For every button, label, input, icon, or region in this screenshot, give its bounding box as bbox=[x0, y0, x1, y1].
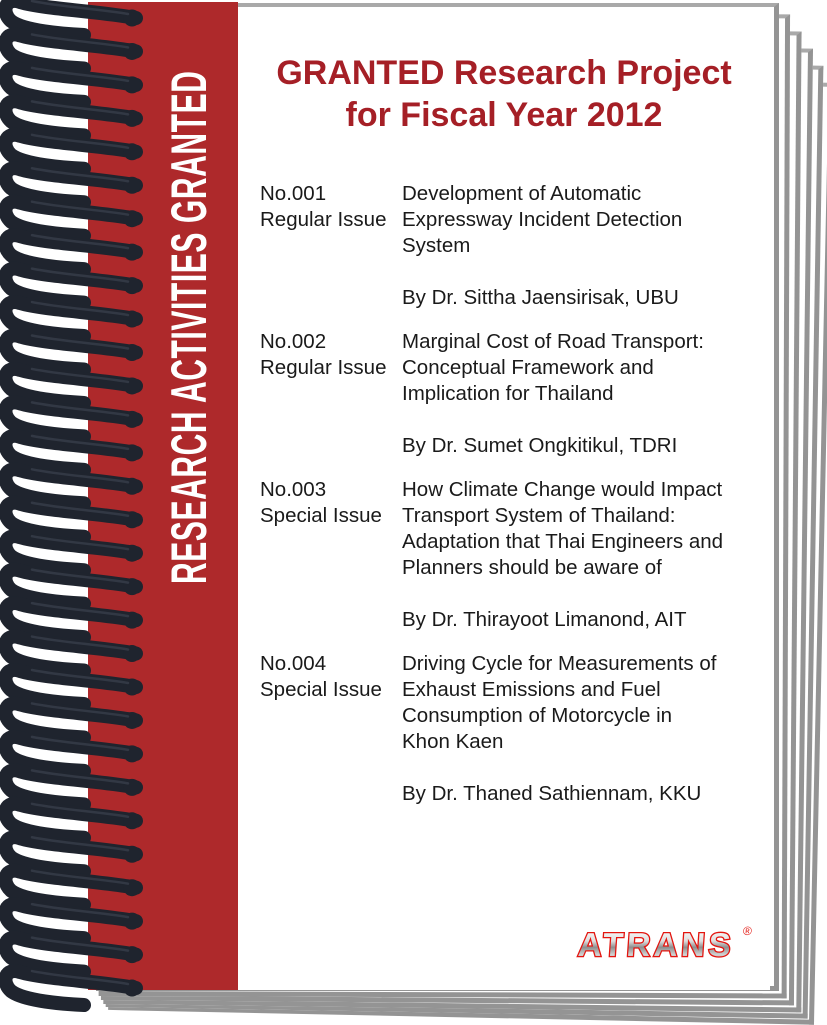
entry-title-line: System bbox=[402, 234, 471, 257]
entry-label bbox=[260, 477, 402, 633]
entry-issue: Regular Issue bbox=[260, 356, 387, 379]
entry-author: By Dr. Sittha Jaensirisak, UBU bbox=[402, 286, 679, 309]
entry-title-line: Development of Automatic bbox=[402, 182, 642, 205]
entry-body bbox=[402, 477, 760, 633]
entry-row bbox=[260, 477, 760, 633]
atrans-logo bbox=[566, 918, 762, 966]
cover-title-line-2: for Fiscal Year 2012 bbox=[345, 96, 663, 134]
spine-title: RESEARCH ACTIVITIES GRANTED bbox=[161, 70, 217, 585]
registered-mark: ® bbox=[742, 924, 753, 938]
entry-title-line: Exhaust Emissions and Fuel bbox=[402, 678, 661, 701]
cover-title-line-1: GRANTED Research Project bbox=[276, 54, 732, 92]
entry-title-line: Marginal Cost of Road Transport: bbox=[402, 330, 704, 353]
atrans-logo-text: ATRANS bbox=[576, 927, 736, 964]
entry-row bbox=[260, 181, 760, 311]
entry-title-line: Transport System of Thailand: bbox=[402, 504, 676, 527]
entry-number: No.002 bbox=[260, 330, 327, 353]
entry-label bbox=[260, 329, 402, 459]
entry-body bbox=[402, 181, 760, 311]
entry-row bbox=[260, 329, 760, 459]
entry-title-line: Implication for Thailand bbox=[402, 382, 614, 405]
entry-title-line: Consumption of Motorcycle in bbox=[402, 704, 673, 727]
entry-title-line: Conceptual Framework and bbox=[402, 356, 654, 379]
entries-list bbox=[260, 181, 760, 825]
entry-title-line: How Climate Change would Impact bbox=[402, 478, 723, 501]
entry-title-line: Driving Cycle for Measurements of bbox=[402, 652, 717, 675]
entry-title-line: Planners should be aware of bbox=[402, 556, 662, 579]
entry-author: By Dr. Thirayoot Limanond, AIT bbox=[402, 608, 687, 631]
entry-author: By Dr. Sumet Ongkitikul, TDRI bbox=[402, 434, 678, 457]
entry-number: No.004 bbox=[260, 652, 327, 675]
entry-title-line: Khon Kaen bbox=[402, 730, 504, 753]
entry-number: No.003 bbox=[260, 478, 327, 501]
entry-issue: Special Issue bbox=[260, 504, 382, 527]
entry-issue: Special Issue bbox=[260, 678, 382, 701]
entry-number: No.001 bbox=[260, 182, 327, 205]
entry-body bbox=[402, 651, 760, 807]
entry-label bbox=[260, 181, 402, 311]
cover-title bbox=[238, 52, 770, 136]
entry-label bbox=[260, 651, 402, 807]
entry-row bbox=[260, 651, 760, 807]
entry-author: By Dr. Thaned Sathiennam, KKU bbox=[402, 782, 702, 805]
entry-title-line: Adaptation that Thai Engineers and bbox=[402, 530, 724, 553]
entry-issue: Regular Issue bbox=[260, 208, 387, 231]
entry-title-line: Expressway Incident Detection bbox=[402, 208, 683, 231]
entry-body bbox=[402, 329, 760, 459]
